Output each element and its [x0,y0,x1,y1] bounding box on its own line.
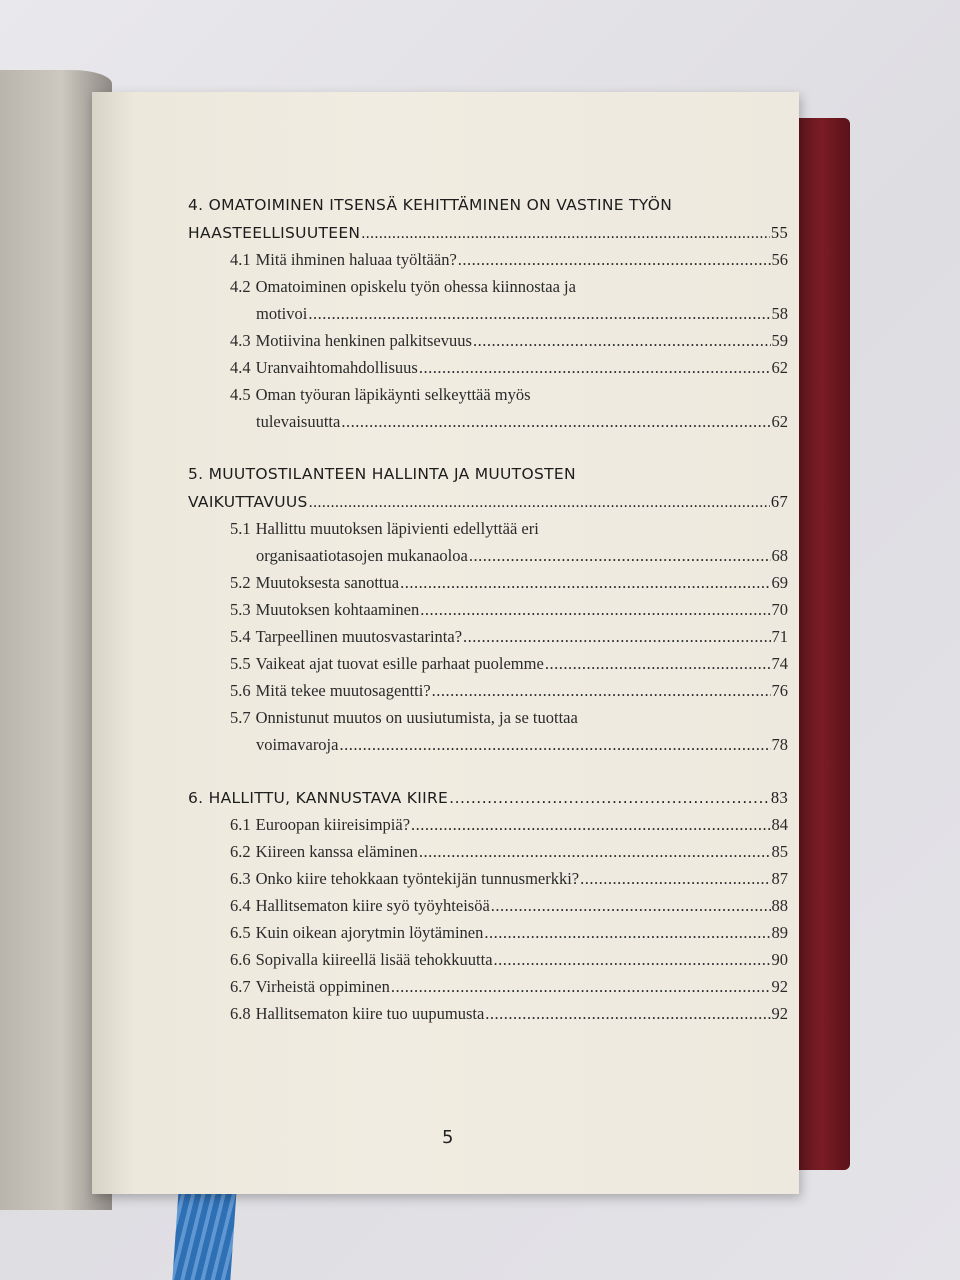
toc-entry [188,677,788,704]
section-title: Mitä tekee muutosagentti? [255,681,431,700]
section-page: 76 [771,681,788,700]
dot-leader [494,946,771,973]
toc-entry [188,246,788,273]
table-of-contents [188,192,788,1053]
section-number: 5.6 [230,681,251,700]
section-page: 89 [771,923,788,942]
section-title: Hallitsematon kiire tuo uupumusta [255,1004,485,1023]
section-number: 6.3 [230,869,251,888]
section-title: Kuin oikean ajorytmin löytäminen [255,923,484,942]
chapter-title-continued: HAASTEELLISUUTEEN [188,224,361,242]
section-title: motivoi [256,304,308,323]
section-page: 74 [771,654,788,673]
section-page: 68 [771,546,788,565]
chapter-heading [188,784,788,811]
section-page: 84 [771,815,788,834]
section-title: tulevaisuutta [256,412,341,431]
dot-leader [580,865,770,892]
section-page: 90 [771,950,788,969]
chapter-heading-continued [188,219,788,246]
section-title: Tarpeellinen muutosvastarinta? [255,627,463,646]
toc-chapter [188,461,788,758]
dot-leader [458,246,771,273]
toc-entry [188,596,788,623]
page-number: 5 [442,1127,454,1148]
section-title: Muutoksen kohtaaminen [255,600,420,619]
dot-leader [411,811,770,838]
dot-leader [361,220,770,247]
chapter-heading [188,461,788,488]
chapter-page: 55 [770,223,788,242]
toc-chapter [188,192,788,435]
section-page: 71 [771,627,788,646]
section-page: 58 [771,304,788,323]
toc-entry [188,408,788,435]
section-page: 56 [771,250,788,269]
section-number: 5.5 [230,654,251,673]
section-title: Onnistunut muutos on uusiutumista, ja se tuottaa [255,708,578,727]
section-title: Uranvaihtomahdollisuus [255,358,418,377]
dot-leader [449,785,770,812]
dot-leader [485,1000,770,1027]
toc-entry [188,273,788,300]
toc-entry [188,892,788,919]
section-title: Kiireen kanssa eläminen [255,842,418,861]
dot-leader [545,650,771,677]
section-title: Omatoiminen opiskelu työn ohessa kiinnostaa ja [255,277,576,296]
dot-leader [341,408,770,435]
section-page: 62 [771,358,788,377]
toc-entry [188,919,788,946]
toc-entry [188,650,788,677]
toc-entry [188,704,788,731]
section-page: 69 [771,573,788,592]
section-title: Virheistä oppiminen [255,977,390,996]
toc-entry [188,946,788,973]
dot-leader [419,354,771,381]
chapter-page: 67 [770,492,788,511]
dot-leader [308,300,770,327]
toc-chapter [188,784,788,1027]
chapter-title: 6. HALLITTU, KANNUSTAVA KIIRE [188,789,449,807]
section-number: 4.1 [230,250,251,269]
chapter-title: 5. MUUTOSTILANTEEN HALLINTA JA MUUTOSTEN [188,465,576,483]
section-number: 6.7 [230,977,251,996]
toc-entry [188,623,788,650]
section-number: 5.4 [230,627,251,646]
toc-entry [188,381,788,408]
section-title: Motiivina henkinen palkitsevuus [255,331,472,350]
section-number: 6.8 [230,1004,251,1023]
toc-entry [188,542,788,569]
toc-entry [188,327,788,354]
toc-entry [188,838,788,865]
section-page: 87 [771,869,788,888]
section-page: 62 [771,412,788,431]
toc-entry [188,973,788,1000]
chapter-heading [188,192,788,219]
section-number: 5.3 [230,600,251,619]
section-title: Oman työuran läpikäynti selkeyttää myös [255,385,531,404]
book-page [92,92,799,1194]
section-page: 92 [771,1004,788,1023]
dot-leader [473,327,771,354]
section-title: Hallitsematon kiire syö työyhteisöä [255,896,490,915]
section-title: Hallittu muutoksen läpivienti edellyttää eri [255,519,539,538]
toc-entry [188,300,788,327]
toc-entry [188,569,788,596]
section-number: 6.1 [230,815,251,834]
section-page: 88 [771,896,788,915]
toc-entry [188,515,788,542]
dot-leader [309,489,770,516]
section-title: organisaatiotasojen mukanaoloa [256,546,468,565]
section-number: 6.4 [230,896,251,915]
dot-leader [463,623,770,650]
toc-entry [188,354,788,381]
section-page: 78 [771,735,788,754]
chapter-heading-continued [188,488,788,515]
toc-entry [188,865,788,892]
section-number: 5.7 [230,708,251,727]
dot-leader [339,731,770,758]
dot-leader [419,838,771,865]
section-title: Mitä ihminen haluaa työltään? [255,250,457,269]
section-page: 59 [771,331,788,350]
section-number: 6.6 [230,950,251,969]
section-number: 4.5 [230,385,251,404]
section-number: 5.2 [230,573,251,592]
section-number: 4.3 [230,331,251,350]
chapter-title-continued: VAIKUTTAVUUS [188,493,308,511]
section-title: Sopivalla kiireellä lisää tehokkuutta [255,950,493,969]
section-title: Euroopan kiireisimpiä? [255,815,411,834]
section-number: 6.2 [230,842,251,861]
chapter-title: 4. OMATOIMINEN ITSENSÄ KEHITTÄMINEN ON VASTINE TYÖN [188,196,673,214]
section-number: 6.5 [230,923,251,942]
dot-leader [484,919,770,946]
toc-entry [188,1000,788,1027]
section-number: 5.1 [230,519,251,538]
dot-leader [432,677,771,704]
section-number: 4.4 [230,358,251,377]
section-title: voimavaroja [256,735,339,754]
section-page: 85 [771,842,788,861]
section-page: 70 [771,600,788,619]
toc-entry [188,811,788,838]
section-page: 92 [771,977,788,996]
dot-leader [400,569,770,596]
section-number: 4.2 [230,277,251,296]
toc-entry [188,731,788,758]
dot-leader [391,973,771,1000]
section-title: Muutoksesta sanottua [255,573,400,592]
section-title: Vaikeat ajat tuovat esille parhaat puolemme [255,654,544,673]
dot-leader [420,596,770,623]
section-title: Onko kiire tehokkaan työntekijän tunnusmerkki? [255,869,580,888]
dot-leader [491,892,771,919]
dot-leader [469,542,771,569]
chapter-page: 83 [770,788,788,807]
